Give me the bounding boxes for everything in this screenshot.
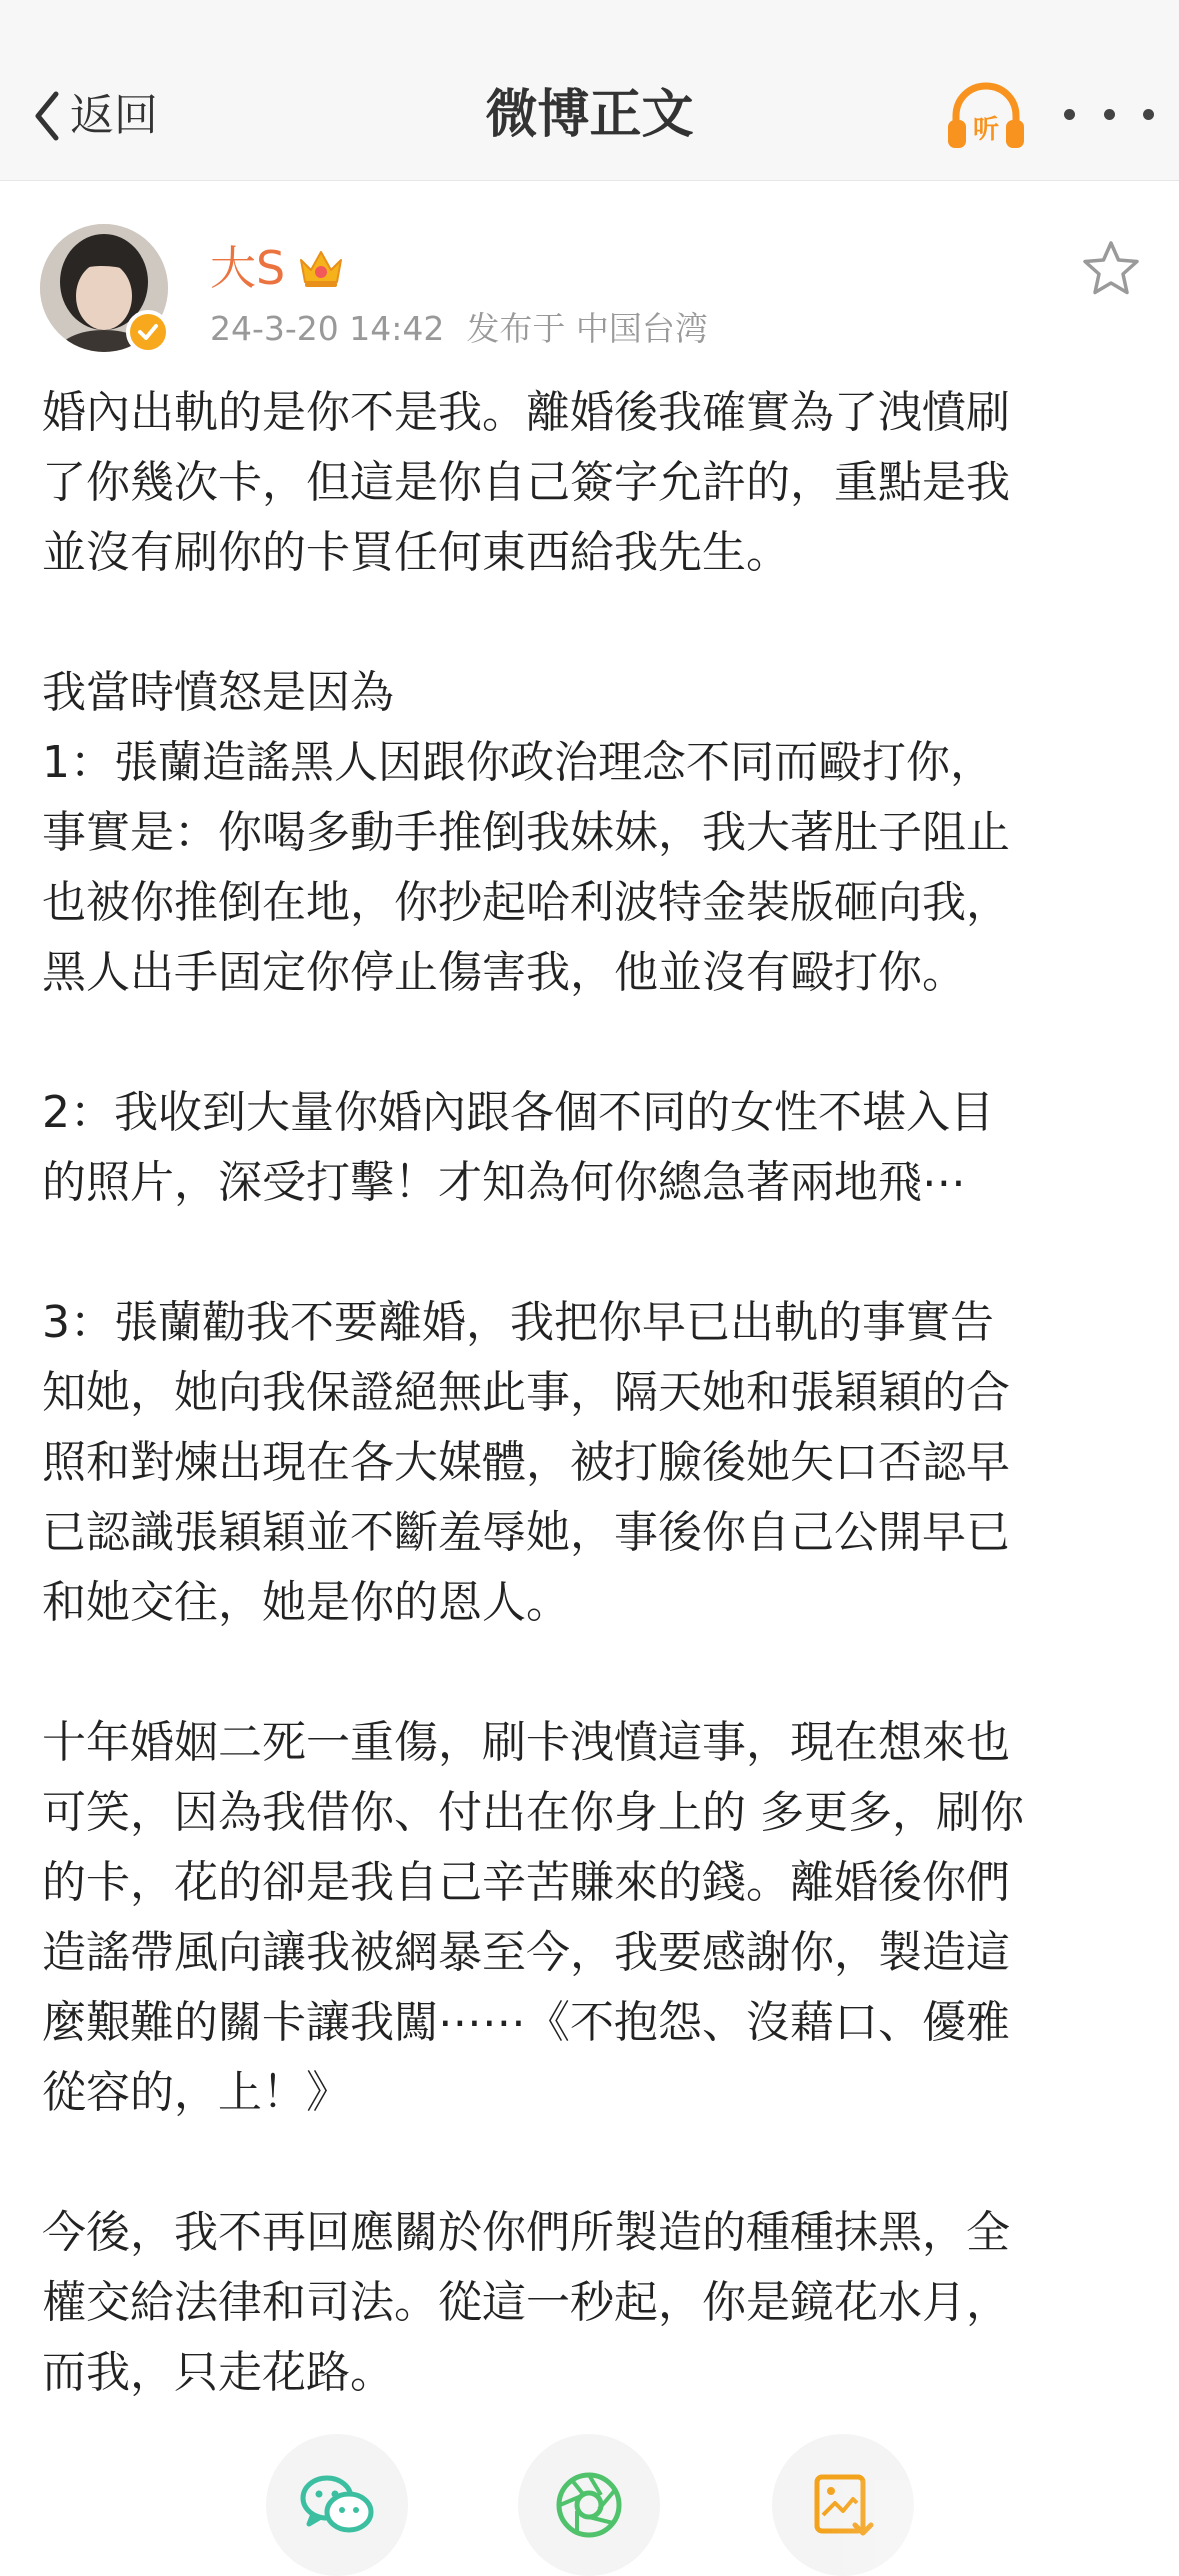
paragraph-spacer <box>42 588 1152 658</box>
post-text-line: 2：我收到大量你婚內跟各個不同的女性不堪入目 <box>42 1087 994 1138</box>
verified-badge-icon <box>126 310 170 354</box>
author-row <box>210 236 345 300</box>
post-meta <box>210 304 708 354</box>
image-share-icon <box>811 2471 875 2539</box>
star-icon[interactable] <box>1080 238 1142 300</box>
post-text-line: 權交給法律和司法。從這一秒起，你是鏡花水月， <box>42 2277 1010 2328</box>
paragraph-spacer <box>42 1008 1152 1078</box>
crown-icon <box>297 246 345 290</box>
share-wechat-button[interactable] <box>266 2434 408 2576</box>
moments-icon <box>553 2469 625 2541</box>
post-text-line: 黑人出手固定你停止傷害我，他並沒有毆打你。 <box>42 947 966 998</box>
wechat-icon <box>297 2470 377 2540</box>
more-dots-icon <box>1104 109 1115 120</box>
post-text-line: 十年婚姻二死一重傷，刷卡洩憤這事，現在想來也 <box>42 1717 1010 1768</box>
post-text-line: 1：張蘭造謠黑人因跟你政治理念不同而毆打你， <box>42 737 994 788</box>
post-text-line: 可笑，因為我借你、付出在你身上的 多更多，刷你 <box>42 1787 1024 1838</box>
more-dots-icon <box>1143 109 1154 120</box>
more-dots-icon <box>1064 109 1075 120</box>
post-text-line: 麼艱難的關卡讓我闖⋯⋯《不抱怨、沒藉口、優雅 <box>42 1997 1010 2048</box>
post-timestamp: 24-3-20 14:42 <box>210 309 445 348</box>
post-text-line: 從容的，上！》 <box>42 2067 350 2118</box>
top-navigation-bar <box>0 0 1179 181</box>
post-text-line: 的卡，花的卻是我自己辛苦賺來的錢。離婚後你們 <box>42 1857 1010 1908</box>
author-name[interactable]: 大S <box>210 241 286 295</box>
post-location: 发布于 中国台湾 <box>466 309 708 348</box>
post-text-line: 3：張蘭勸我不要離婚，我把你早已出軌的事實告 <box>42 1297 994 1348</box>
post-text-line: 造謠帶風向讓我被網暴至今，我要感謝你，製造這 <box>42 1927 1010 1978</box>
listen-label: 听 <box>972 115 1000 145</box>
headphones-icon <box>944 80 1028 152</box>
share-image-button[interactable] <box>772 2434 914 2576</box>
paragraph-spacer <box>42 1638 1152 1708</box>
post-text-line: 知她，她向我保證絕無此事，隔天她和張穎穎的合 <box>42 1367 1010 1418</box>
share-moments-button[interactable] <box>518 2434 660 2576</box>
post-text-line: 和她交往，她是你的恩人。 <box>42 1577 570 1628</box>
post-text-line: 我當時憤怒是因為 <box>42 667 394 718</box>
post-text-line: 婚內出軌的是你不是我。離婚後我確實為了洩憤刷 <box>42 387 1010 438</box>
post-text-line: 而我，只走花路。 <box>42 2347 394 2398</box>
paragraph-spacer <box>42 2128 1152 2198</box>
paragraph-spacer <box>42 1218 1152 1288</box>
more-options-button[interactable] <box>1064 94 1154 134</box>
listen-button[interactable] <box>944 80 1028 152</box>
post-text-line: 今後，我不再回應關於你們所製造的種種抹黑，全 <box>42 2207 1010 2258</box>
page-title: 微博正文 <box>485 85 694 145</box>
post-content <box>42 378 1152 2408</box>
post-text-line: 了你幾次卡，但這是你自己簽字允許的，重點是我 <box>42 457 1010 508</box>
post-text-line: 已認識張穎穎並不斷羞辱她，事後你自己公開早已 <box>42 1507 1010 1558</box>
back-label: 返回 <box>70 90 158 141</box>
post-text-line: 的照片，深受打擊！才知為何你總急著兩地飛⋯ <box>42 1157 966 1208</box>
post-text-line: 事實是：你喝多動手推倒我妹妹，我大著肚子阻止 <box>42 807 1010 858</box>
post-text-line: 並沒有刷你的卡買任何東西給我先生。 <box>42 527 790 578</box>
post-text-line: 也被你推倒在地，你抄起哈利波特金裝版砸向我， <box>42 877 1010 928</box>
post-text-line: 照和對煉出現在各大媒體，被打臉後她矢口否認早 <box>42 1437 1010 1488</box>
